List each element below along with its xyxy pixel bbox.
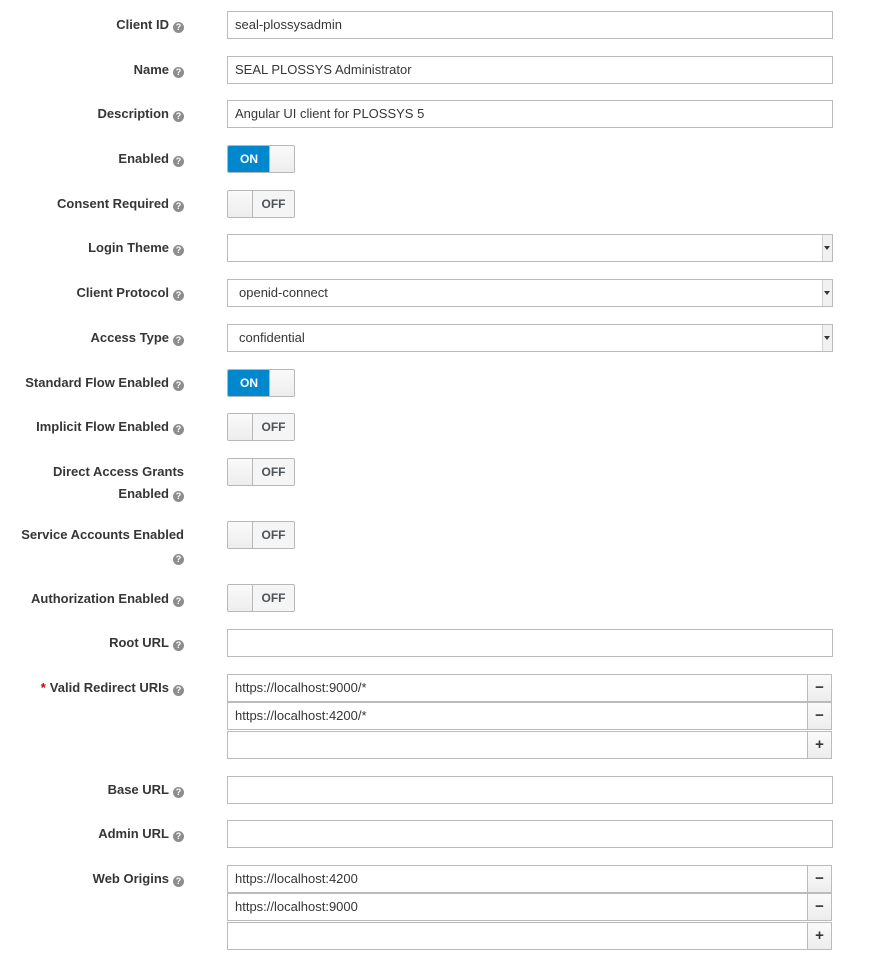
chevron-down-icon	[822, 325, 832, 351]
help-icon[interactable]: ?	[173, 290, 184, 301]
toggle-on-text: ON	[228, 146, 270, 172]
client-id-label: Client ID ?	[0, 14, 184, 36]
web-origin-row	[227, 893, 832, 919]
help-icon[interactable]: ?	[173, 685, 184, 696]
base-url-label: Base URL ?	[0, 779, 184, 801]
name-input[interactable]: SEAL PLOSSYS Administrator	[227, 56, 833, 84]
remove-button[interactable]: −	[807, 674, 832, 702]
redirect-uri-row	[227, 731, 832, 757]
help-icon[interactable]: ?	[173, 596, 184, 607]
service-accounts-label: Service Accounts Enabled ?	[21, 527, 184, 564]
chevron-down-icon	[822, 235, 832, 261]
web-origin-input[interactable]	[227, 922, 809, 950]
web-origin-row	[227, 865, 832, 891]
help-icon[interactable]: ?	[173, 245, 184, 256]
help-icon[interactable]: ?	[173, 201, 184, 212]
help-icon[interactable]: ?	[173, 424, 184, 435]
standard-flow-toggle[interactable]	[227, 369, 295, 397]
help-icon[interactable]: ?	[173, 831, 184, 842]
help-icon[interactable]: ?	[173, 67, 184, 78]
login-theme-select[interactable]	[227, 234, 833, 262]
toggle-off-text: OFF	[253, 191, 294, 217]
redirect-uris-label: * Valid Redirect URIs ?	[0, 677, 184, 699]
add-button[interactable]: +	[807, 731, 832, 759]
description-label: Description ?	[0, 103, 184, 125]
remove-button[interactable]: −	[807, 865, 832, 893]
description-input[interactable]: Angular UI client for PLOSSYS 5	[227, 100, 833, 128]
direct-access-toggle[interactable]	[227, 458, 295, 486]
web-origin-row	[227, 922, 832, 948]
toggle-knob	[269, 370, 294, 396]
client-protocol-label: Client Protocol ?	[0, 282, 184, 304]
redirect-uri-row	[227, 702, 832, 728]
login-theme-label: Login Theme ?	[0, 237, 184, 259]
help-icon[interactable]: ?	[173, 380, 184, 391]
admin-url-input[interactable]	[227, 820, 833, 848]
help-icon[interactable]: ?	[173, 554, 184, 565]
help-icon[interactable]: ?	[173, 335, 184, 346]
redirect-uri-row	[227, 674, 832, 700]
name-label: Name ?	[0, 59, 184, 81]
remove-button[interactable]: −	[807, 893, 832, 921]
web-origins-label: Web Origins ?	[0, 868, 184, 890]
toggle-knob	[269, 146, 294, 172]
toggle-off-text: OFF	[253, 585, 294, 611]
client-protocol-select[interactable]	[227, 279, 833, 307]
implicit-flow-toggle[interactable]	[227, 413, 295, 441]
access-type-value: confidential	[239, 330, 305, 345]
root-url-input[interactable]	[227, 629, 833, 657]
help-icon[interactable]: ?	[173, 787, 184, 798]
redirect-uri-input[interactable]: https://localhost:9000/*	[227, 674, 809, 702]
enabled-toggle[interactable]	[227, 145, 295, 173]
required-marker: *	[40, 680, 46, 695]
help-icon[interactable]: ?	[173, 156, 184, 167]
toggle-knob	[228, 191, 253, 217]
remove-button[interactable]: −	[807, 702, 832, 730]
help-icon[interactable]: ?	[173, 491, 184, 502]
toggle-knob	[228, 459, 253, 485]
client-protocol-value: openid-connect	[239, 285, 328, 300]
help-icon[interactable]: ?	[173, 111, 184, 122]
toggle-off-text: OFF	[253, 414, 294, 440]
access-type-label: Access Type ?	[0, 327, 184, 349]
toggle-off-text: OFF	[253, 522, 294, 548]
implicit-flow-label: Implicit Flow Enabled ?	[0, 416, 184, 438]
consent-required-label: Consent Required ?	[0, 193, 184, 215]
client-id-input[interactable]: seal-plossysadmin	[227, 11, 833, 39]
toggle-knob	[228, 585, 253, 611]
add-button[interactable]: +	[807, 922, 832, 950]
access-type-select[interactable]	[227, 324, 833, 352]
web-origin-input[interactable]: https://localhost:4200	[227, 865, 809, 893]
help-icon[interactable]: ?	[173, 876, 184, 887]
direct-access-label: Direct Access Grants Enabled ?	[52, 464, 184, 501]
redirect-uri-input[interactable]	[227, 731, 809, 759]
service-accounts-toggle[interactable]	[227, 521, 295, 549]
chevron-down-icon	[822, 280, 832, 306]
toggle-knob	[228, 522, 253, 548]
toggle-on-text: ON	[228, 370, 270, 396]
authorization-label: Authorization Enabled ?	[0, 588, 184, 610]
root-url-label: Root URL ?	[0, 632, 184, 654]
base-url-input[interactable]	[227, 776, 833, 804]
redirect-uri-input[interactable]: https://localhost:4200/*	[227, 702, 809, 730]
consent-required-toggle[interactable]	[227, 190, 295, 218]
enabled-label: Enabled ?	[0, 148, 184, 170]
web-origin-input[interactable]: https://localhost:9000	[227, 893, 809, 921]
help-icon[interactable]: ?	[173, 22, 184, 33]
authorization-toggle[interactable]	[227, 584, 295, 612]
help-icon[interactable]: ?	[173, 640, 184, 651]
toggle-knob	[228, 414, 253, 440]
admin-url-label: Admin URL ?	[0, 823, 184, 845]
toggle-off-text: OFF	[253, 459, 294, 485]
standard-flow-label: Standard Flow Enabled ?	[0, 372, 184, 394]
